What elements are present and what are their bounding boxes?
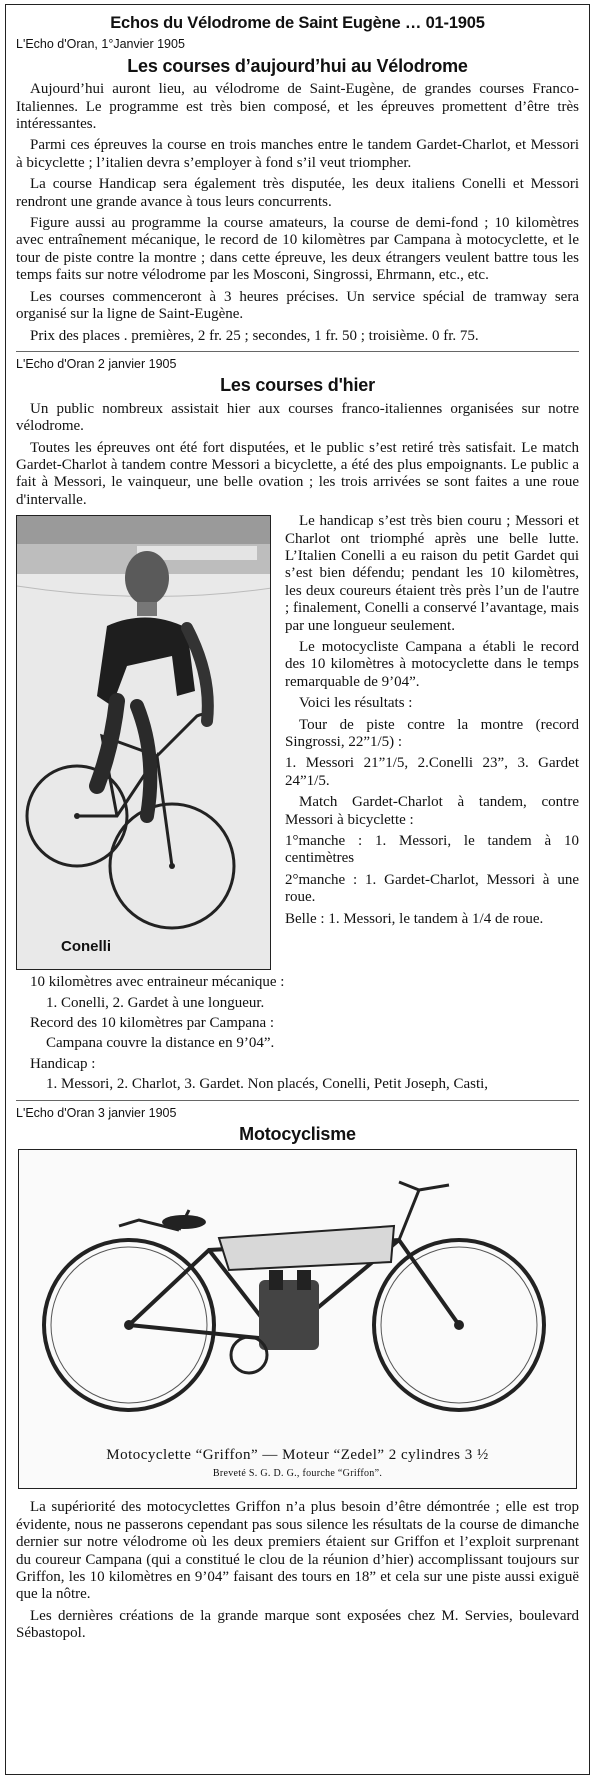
paragraph: Aujourd’hui auront lieu, au vélodrome de Saint-Eugène, de grandes courses Franco-Italiennes. Le programme est très bien composé, et les épreuves promettent d’être très intéressantes. [16,81,579,133]
article-headline: Les courses d’aujourd’hui au Vélodrome [127,55,468,76]
paragraph: Prix des places . premières, 2 fr. 25 ; secondes, 1 fr. 50 ; troisième. 0 fr. 75. [30,327,479,344]
cyclist-illustration [17,516,271,970]
ad-caption: Motocyclette “Griffon” — Moteur “Zedel” 2 cylindres 3 ½ [106,1447,489,1463]
paragraph: Les dernières créations de la grande marque sont exposées chez M. Servies, boulevard Sébastopol. [16,1607,579,1642]
paragraph: Figure aussi au programme la course amateurs, la course de demi-fond ; 10 kilomètres avec entraînement mécanique, le record de 10 kilomètres par Campana à motocyclette, et le tour de piste contre la montre ; dans cette épreuve, les deux étrangers veulent battre tous les temps faits sur notre vélodrome par les Mosconi, Singrossi, Ehrmann, etc., etc. [16,215,579,284]
paragraph: La course Handicap sera également très disputée, les deux italiens Conelli et Messori rendront une grande avance à tous leurs concurrents. [16,176,579,210]
paragraph: Parmi ces épreuves la course en trois manches entre le tandem Gardet-Charlot, et Messori à bicyclette ; l’italien devra s’employer à fond s’il veut triompher. [16,137,579,171]
paragraph: Tour de piste contre la montre (record Singrossi, 22”1/5) : [285,716,579,751]
result-line: Match Gardet-Charlot à tandem, contre Messori à bicyclette : [285,794,579,828]
result-line: Campana couvre la distance en 9’04”. [46,1035,275,1052]
motorcycle-advertisement [18,1149,577,1489]
result-line: 10 kilomètres avec entraineur mécanique : [30,974,285,991]
cyclist-photo [16,515,271,970]
result-line: 1°manche : 1. Messori, le tandem à 10 centimètres [285,833,579,867]
article-1 [16,36,579,345]
page-title: Echos du Vélodrome de Saint Eugène … 01-1905 [110,14,485,32]
result-line: Record des 10 kilomètres par Campana : [30,1014,275,1031]
paragraph: Le motocycliste Campana a établi le record des 10 kilomètres à motocyclette dans le temps remarquable de 9’04”. [285,639,579,690]
photo-caption: Conelli [61,937,112,955]
paragraph: Toutes les épreuves ont été fort disputées, et le public s’est retiré très satisfait. Le match Gardet-Charlot à tandem contre Messori a bicyclette, a été des plus empoignants. Le public a fait à Messori, le vainqueur, une belle ovation ; les trois arrivées se sont faites a une roue d'intervalle. [16,439,579,508]
paragraph: Les courses commenceront à 3 heures précises. Un service spécial de tramway sera organisé sur la ligne de Saint-Eugène. [16,288,579,323]
newspaper-page [5,4,590,1775]
paragraph: Voici les résultats : [299,695,413,712]
article-2 [16,356,579,1094]
results-after-photo [16,974,579,1093]
result-line: 2°manche : 1. Gardet-Charlot, Messori à une roue. [285,871,579,906]
result-line: Handicap : [30,1055,96,1072]
article-source: L'Echo d'Oran 2 janvier 1905 [16,356,177,371]
article-source: L'Echo d'Oran, 1°Janvier 1905 [16,37,185,52]
motorcycle-illustration [19,1150,576,1488]
article-headline: Les courses d'hier [220,375,375,396]
paragraph: Un public nombreux assistait hier aux courses franco-italiennes organisées sur notre vélodrome. [16,400,579,435]
paragraph: La supériorité des motocyclettes Griffon n’a plus besoin d’être démontrée ; elle est trop évidente, nous ne passerons cependant pas sous silence les résultats de la course de dimanche dernier sur notre vélodrome où les deux premiers étaient sur Griffon et l’exploit surprenant du coureur Campana (qui a constitué le clou de la réunion d’hier) accomplissant toujours sur Griffon, les 10 kilomètres en 9’04” faisant des tours en 18” et cela sur une piste aussi exiguë que la nôtre. [16,1499,579,1603]
result-line: 1. Conelli, 2. Gardet à une longueur. [46,994,265,1011]
divider [16,1100,579,1101]
article-headline: Motocyclisme [239,1124,356,1144]
divider [16,351,579,352]
article-source: L'Echo d'Oran 3 janvier 1905 [16,1105,177,1120]
article-3 [16,1105,579,1643]
result-line: 1. Messori 21”1/5, 2.Conelli 23”, 3. Gardet 24”1/5. [285,755,579,789]
result-line: Belle : 1. Messori, le tandem à 1/4 de roue. [285,910,544,927]
result-line: 1. Messori, 2. Charlot, 3. Gardet. Non placés, Conelli, Petit Joseph, Casti, [46,1076,489,1093]
paragraph: Le handicap s’est très bien couru ; Messori et Charlot ont triomphé après une belle lutte. L’Italien Conelli a eu raison du petit Gardet qui s’est bien défendu; pendant les 10 kilomètres, les deux coureurs étaient très près l’un de l'autre ; finalement, Conelli a conservé l’avantage, mais par une longueur seulement. [285,513,579,634]
ad-subcaption: Breveté S. G. D. G., fourche “Griffon”. [212,1468,383,1479]
